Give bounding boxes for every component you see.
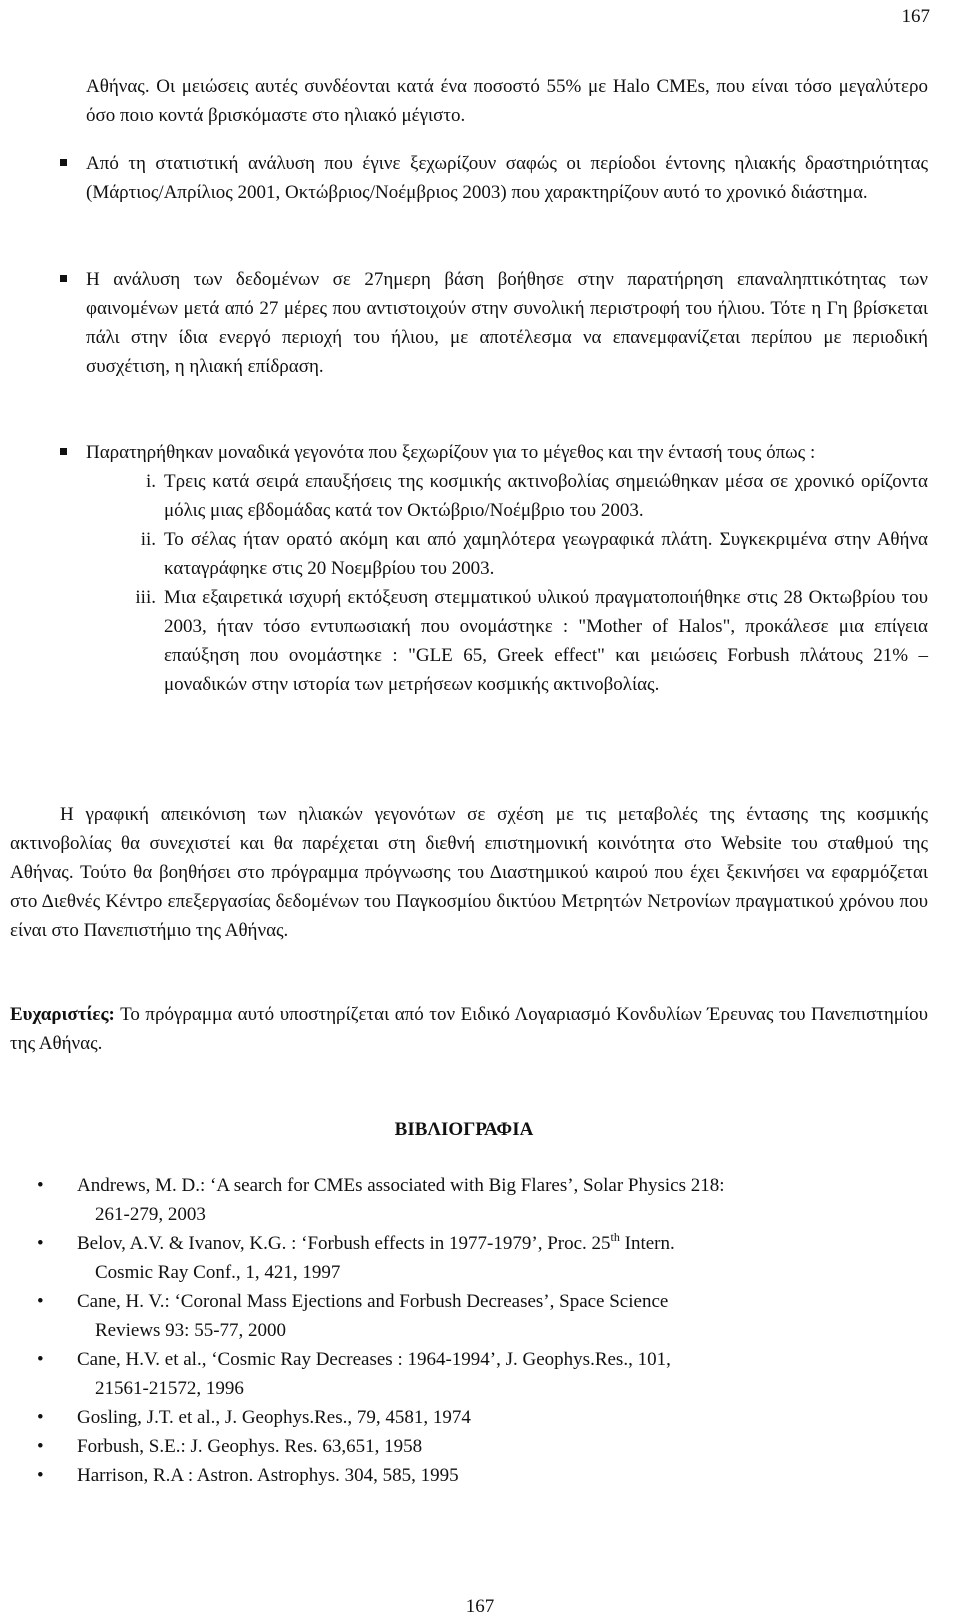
reference-text: Belov, A.V. & Ivanov, K.G. : ‘Forbush effects in 1977-1979’, Proc. 25: [77, 1233, 611, 1254]
square-bullet-icon: [60, 159, 67, 166]
square-bullet-icon: [60, 275, 67, 282]
reference-continuation: Reviews 93: 55-77, 2000: [95, 1320, 287, 1341]
roman-item-text: Μια εξαιρετικά ισχυρή εκτόξευση στεμματικού υλικού πραγματοποιήθηκε στις 28 Οκτωβρίου του 2003, ήταν τόσο εντυπωσιακή που ονομάστηκε : "Mother of Halos", προκάλεσε μια επίγεια επαύξηση που ονομάστηκε : "GLE 65, Greek effect" και μειώσεις Forbush πλάτους 21% –μοναδικών στην ιστορία των μετρήσεων κοσμικής ακτινοβολίας.: [164, 587, 928, 695]
superscript-th: th: [610, 1230, 620, 1244]
reference-item: [37, 1461, 932, 1490]
page-number-bottom: 167: [465, 1596, 495, 1617]
square-bullet-icon: [60, 448, 67, 455]
bullet-dot-icon: •: [37, 1175, 44, 1196]
bullet-dot-icon: •: [37, 1465, 44, 1486]
bullet-27-day-analysis: [86, 265, 928, 381]
roman-numeral: ii.: [140, 529, 156, 550]
bullet-text: Από τη στατιστική ανάλυση που έγινε ξεχωρίζουν σαφώς οι περίοδοι έντονης ηλιακής δραστηριότητας (Μάρτιος/Απρίλιος 2001, Οκτώβριος/Νοέμβριος 2003) που χαρακτηρίζουν αυτό το χρονικό διάστημα.: [86, 153, 928, 203]
bullet-dot-icon: •: [37, 1407, 44, 1428]
reference-item: [37, 1403, 932, 1432]
page-number-top: 167: [901, 6, 930, 27]
reference-line: Andrews, M. D.: ‘A search for CMEs associated with Big Flares’, Solar Physics 218:: [77, 1175, 725, 1196]
roman-numeral: i.: [145, 471, 156, 492]
reference-continuation: Cosmic Ray Conf., 1, 421, 1997: [95, 1262, 341, 1283]
reference-line: Gosling, J.T. et al., J. Geophys.Res., 79, 4581, 1974: [77, 1407, 471, 1428]
roman-item: [86, 525, 928, 583]
reference-item: [37, 1432, 932, 1461]
reference-line: [77, 1229, 932, 1258]
reference-line: Cane, H.V. et al., ‘Cosmic Ray Decreases : 1964-1994’, J. Geophys.Res., 101,: [77, 1349, 671, 1370]
reference-line: Forbush, S.E.: J. Geophys. Res. 63,651, 1958: [77, 1436, 423, 1457]
references-title: ΒΙΒΛΙΟΓΡΑΦΙΑ: [394, 1119, 534, 1140]
reference-line: Cane, H. V.: ‘Coronal Mass Ejections and Forbush Decreases’, Space Science: [77, 1291, 669, 1312]
bullet-text: Παρατηρήθηκαν μοναδικά γεγονότα που ξεχωρίζουν για το μέγεθος και την έντασή τους όπως :: [86, 442, 816, 463]
references-list: [37, 1171, 932, 1490]
bullet-dot-icon: •: [37, 1436, 44, 1457]
bullet-unique-events: [86, 438, 928, 699]
acknowledgements-text: Το πρόγραμμα αυτό υποστηρίζεται από τον Ειδικό Λογαριασμό Κονδυλίων Έρευνας του Πανεπιστημίου της Αθήνας.: [10, 1004, 928, 1054]
reference-item: [37, 1287, 932, 1345]
reference-item: [37, 1171, 932, 1229]
reference-item: [37, 1229, 932, 1287]
bullet-dot-icon: •: [37, 1349, 44, 1370]
main-paragraph: Η γραφική απεικόνιση των ηλιακών γεγονότων σε σχέση με τις μεταβολές της έντασης της κοσμικής ακτινοβολίας θα συνεχιστεί και θα παρέχεται στη διεθνή επιστημονική κοινότητα στο Website του σταθμού της Αθήνας. Τούτο θα βοηθήσει στο πρόγραμμα πρόγνωσης του Διαστημικού καιρού που έχει ξεκινήσει να εφαρμόζεται στο Διεθνές Κέντρο επεξεργασίας δεδομένων του Παγκοσμίου δικτύου Μετρητών Νετρονίων πραγματικού χρόνου που είναι στο Πανεπιστήμιο της Αθήνας.: [10, 804, 928, 941]
acknowledgements-label: Ευχαριστίες:: [10, 1004, 115, 1025]
reference-item: [37, 1345, 932, 1403]
reference-line: Harrison, R.A : Astron. Astrophys. 304, 585, 1995: [77, 1465, 459, 1486]
acknowledgements: [10, 1000, 928, 1058]
reference-continuation: 21561-21572, 1996: [95, 1378, 244, 1399]
reference-continuation: 261-279, 2003: [95, 1204, 206, 1225]
roman-item-text: Το σέλας ήταν ορατό ακόμη και από χαμηλότερα γεωγραφικά πλάτη. Συγκεκριμένα στην Αθήνα καταγράφηκε στις 20 Νοεμβρίου του 2003.: [164, 529, 928, 579]
intro-paragraph: Αθήνας. Οι μειώσεις αυτές συνδέονται κατά ένα ποσοστό 55% με Halo CMEs, που είναι τόσο μεγαλύτερο όσο ποιο κοντά βρισκόμαστε στο ηλιακό μέγιστο.: [86, 76, 928, 126]
bullet-text: Η ανάλυση των δεδομένων σε 27ημερη βάση βοήθησε στην παρατήρηση επαναληπτικότητας των φαινομένων μετά από 27 μέρες που αντιστοιχούν στην συνολική περιστροφή του ήλιου. Τότε η Γη βρίσκεται πάλι στην ίδια ενεργό περιοχή του ήλιου, με αποτέλεσμα να επανεμφανίζεται περίπου με περιοδική συσχέτιση, η ηλιακή επίδραση.: [86, 269, 928, 377]
roman-numeral: iii.: [135, 587, 156, 608]
bullet-dot-icon: •: [37, 1291, 44, 1312]
bullet-statistical-analysis: [86, 149, 928, 207]
roman-item: [86, 467, 928, 525]
roman-item: [86, 583, 928, 699]
bullet-dot-icon: •: [37, 1233, 44, 1254]
reference-text: Intern.: [619, 1233, 675, 1254]
roman-item-text: Τρεις κατά σειρά επαυξήσεις της κοσμικής ακτινοβολίας σημειώθηκαν μέσα σε χρονικό ορίζοντα μόλις μιας εβδομάδας κατά τον Οκτώβριο/Νοέμβριο του 2003.: [164, 471, 928, 521]
roman-list: [86, 467, 928, 699]
